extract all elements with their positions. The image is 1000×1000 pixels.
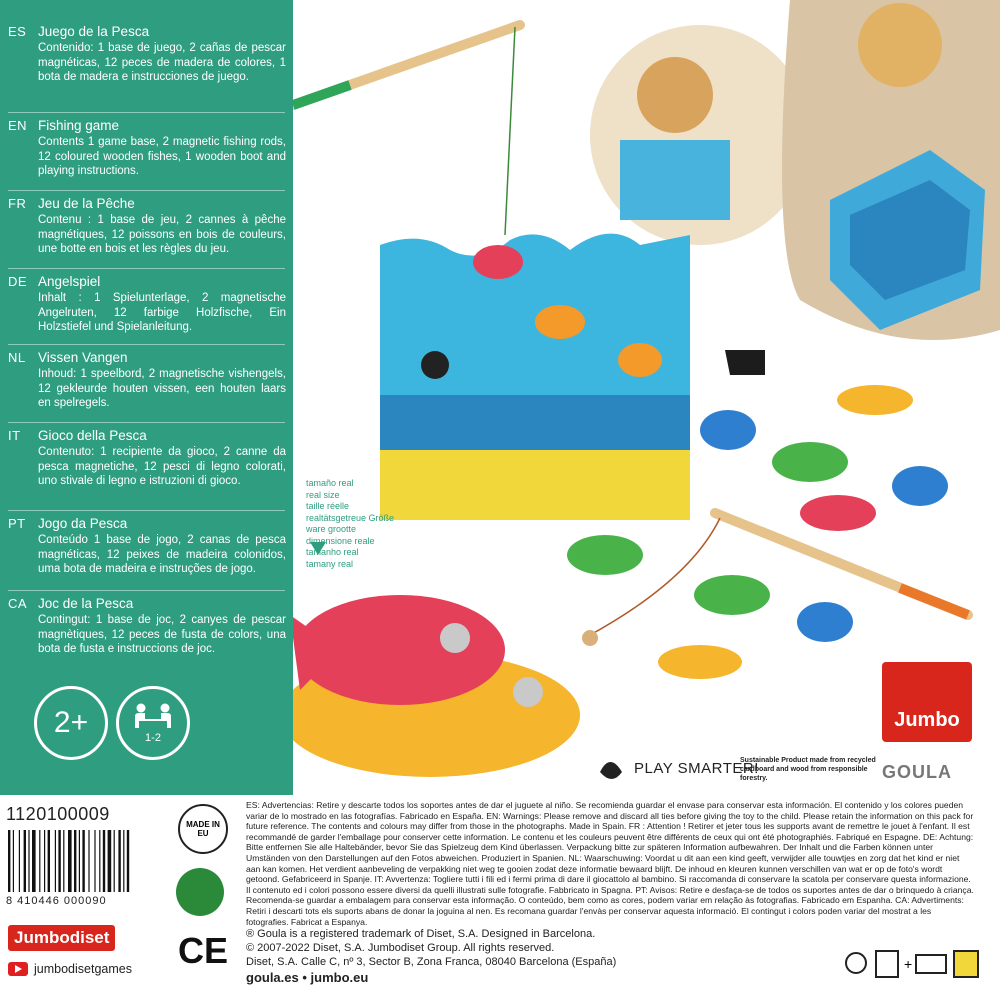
language-code: IT: [8, 428, 21, 443]
language-body: Contenu : 1 base de jeu, 2 cannes à pêche magnétiques, 12 poissons en bois de couleurs, une botte en bois et les règles du jeu.: [38, 214, 286, 255]
divider: [8, 190, 285, 191]
reference-number: 1120100009: [6, 804, 110, 824]
language-code: FR: [8, 196, 27, 211]
language-body: Contents 1 game base, 2 magnetic fishing rods, 12 coloured wooden fishes, 1 wooden boot and playing instructions.: [38, 136, 286, 177]
language-code: DE: [8, 274, 28, 289]
divider: [8, 268, 285, 269]
address-line: Diset, S.A. Calle C, nº 3, Sector B, Zona Franca, 08040 Barcelona (España): [246, 956, 617, 968]
size-label-line: taille réelle: [306, 501, 350, 511]
divider: [8, 112, 285, 113]
languages-panel: [0, 0, 293, 795]
trademark-line: ® Goula is a registered trademark of Diset, S.A. Designed in Barcelona.: [246, 928, 596, 940]
language-title: Joc de la Pesca: [38, 596, 134, 611]
real-size-label: [306, 478, 394, 570]
language-title: Jogo da Pesca: [38, 516, 128, 531]
fishing-line: [505, 27, 515, 235]
legal-warnings: ES: Advertencias: Retire y descarte todos los soportes antes de dar el juguete al niño. Se recomienda guardar el envase para conservar esta información. El contenido y los colores pueden variar de lo mostrado en las fotografías. Fabricado en España. EN: Warnings: Please remove and discard all ties before giving the toy to the child. Please retain the information on this pack for future reference. The contents and colours may differ from those in the photographs. Made in Spain. FR : Attention ! Retirer et jeter tous les supports avant de remettre le jouet à l'enfant. Il est recommandé de garder l'emballage pour conserver cette information. Le contenu et les couleurs peuvent être différents de ceux qui ont été photographiés. Fabriqué en Espagne. DE: Achtung: Bitte entfernen Sie alle Haltebänder, bevor Sie das Spielzeug dem Kind überlassen. Verpackung bitte zur späteren Information aufbewahren. Der Inhalt und die Farben können unter Umständen von den Darstellungen auf den Fotos abweichen. Produziert in Spanien. NL: Waarschuwing: Voordat u dit aan een kind geeft, verwijder alle touwtjes en zorg dat het kind er niet aan kan komen. Het verdient aanbeveling de verpakking niet weg te gooien zodat deze informatie bewaard blijft. De inhoud en kleuren kunnen verschillen van wat er op de foto's wordt getoond. Gefabriceerd in Spanje. IT: Avvertenza: Togliere tutti i fili ed i fermi prima di dare il giocattolo al bambino. Si raccomanda di conservare la scatola per conservare questa informazione. Il contenuto ed i colori possono essere diversi da quelli illustrati sulle fotografie. Fabbricato in Spagna. PT: Avisos: Retire e desfaça-se de todos os suportes antes de dar o brinquedo à criança. Recomenda-se guardar a embalagem para conservar esta informação. O conteúdo, bem como as cores, podem variar em relação às fotografias. Fabricado em Espanha. CA: Advertiments: Retiri i descarti tots els suports abans de donar la joguina al nen. Es recomana guardar l'envàs per conservar aquesta informació. El contingut i colors poden variar del mostrat a les fotografies. Fabricat a Espanya.: [246, 800, 974, 927]
green-dot-icon: [176, 868, 224, 916]
made-in-eu-seal: [178, 804, 228, 854]
language-code: CA: [8, 596, 28, 611]
size-label-line: ware grootte: [306, 524, 357, 534]
age-badge: [34, 686, 108, 760]
language-body: Inhalt : 1 Spielunterlage, 2 magnetische Angelruten, 12 farbige Holzfische, Ein Holzstiefel und Spielanleitung.: [38, 292, 286, 333]
website-links[interactable]: goula.es • jumbo.eu: [246, 970, 369, 985]
language-title: Angelspiel: [38, 274, 101, 289]
recycling-icons: [842, 945, 992, 980]
youtube-icon: [8, 962, 28, 976]
ce-mark: CE: [178, 930, 229, 971]
language-title: Fishing game: [38, 118, 120, 133]
language-body: Inhoud: 1 speelbord, 2 magnetische vishengels, 12 gekleurde houten vissen, een houten laars en spelregels.: [38, 368, 286, 409]
language-body: Contenido: 1 base de juego, 2 cañas de pescar magnéticas, 12 peces de madera de colores, 1 bota de madera e instrucciones de juego.: [38, 42, 286, 83]
language-body: Conteúdo 1 base de jogo, 2 canas de pesca magnéticas, 12 peixes de madeira colonidos, uma bota de madeira e instruções de jogo.: [38, 534, 286, 575]
language-code: PT: [8, 516, 26, 531]
goula-logo: GOULA: [882, 762, 952, 782]
divider: [8, 590, 285, 591]
language-code: EN: [8, 118, 28, 133]
language-body: Contingut: 1 base de joc, 2 canyes de pescar magnètiques, 12 peces de fusta de colors, una bota de fusta e instruccions de joc.: [38, 614, 286, 655]
divider: [8, 422, 285, 423]
language-title: Juego de la Pesca: [38, 24, 150, 39]
divider: [8, 344, 285, 345]
jumbodiset-logo: Jumbodiset: [8, 925, 115, 951]
leaf-icon: [600, 762, 622, 779]
copyright-line: © 2007-2022 Diset, S.A. Jumbodiset Group. All rights reserved.: [246, 942, 555, 954]
language-body: Contenuto: 1 recipiente da gioco, 2 canne da pesca magnetiche, 12 pesci di legno colorati, uno stivale di legno e istruzioni di gioco.: [38, 446, 286, 487]
language-code: ES: [8, 24, 27, 39]
language-title: Jeu de la Pêche: [38, 196, 135, 211]
age-badge-label: 2+: [53, 706, 89, 739]
barcode-number: 8 410446 000090: [6, 895, 107, 907]
size-label-line: tamany real: [306, 558, 354, 569]
divider: [8, 510, 285, 511]
language-code: NL: [8, 350, 26, 365]
copyright-block: [246, 927, 616, 969]
language-title: Vissen Vangen: [38, 350, 128, 365]
players-badge: [116, 686, 190, 760]
fishing-rod-handle: [293, 85, 350, 105]
language-title: Gioco della Pesca: [38, 428, 147, 443]
svg-text:+: +: [904, 956, 913, 972]
players-badge-label: 1-2: [145, 732, 161, 744]
youtube-channel-name: jumbodisetgames: [34, 962, 132, 976]
hooked-fish: [473, 245, 523, 279]
made-in-eu-text: MADE IN EU: [186, 820, 220, 838]
size-label-line: tamaño real: [306, 478, 354, 488]
players-icon: [131, 702, 175, 730]
play-smarter-slogan: PLAY SMARTER!: [634, 760, 759, 777]
size-label-line: realtätsgetreue Größe: [306, 512, 395, 523]
size-label-line: real size: [306, 489, 340, 500]
youtube-channel[interactable]: [8, 962, 132, 976]
size-label-line: tamanho real: [306, 547, 359, 557]
jumbo-logo-text: Jumbo: [894, 709, 960, 731]
jumbo-logo: [882, 662, 972, 742]
size-label-line: dimensione reale: [306, 535, 375, 546]
barcode-icon: [6, 830, 156, 900]
sustainable-note: Sustainable Product made from recycled cardboard and wood from responsible forestry.: [740, 757, 876, 782]
